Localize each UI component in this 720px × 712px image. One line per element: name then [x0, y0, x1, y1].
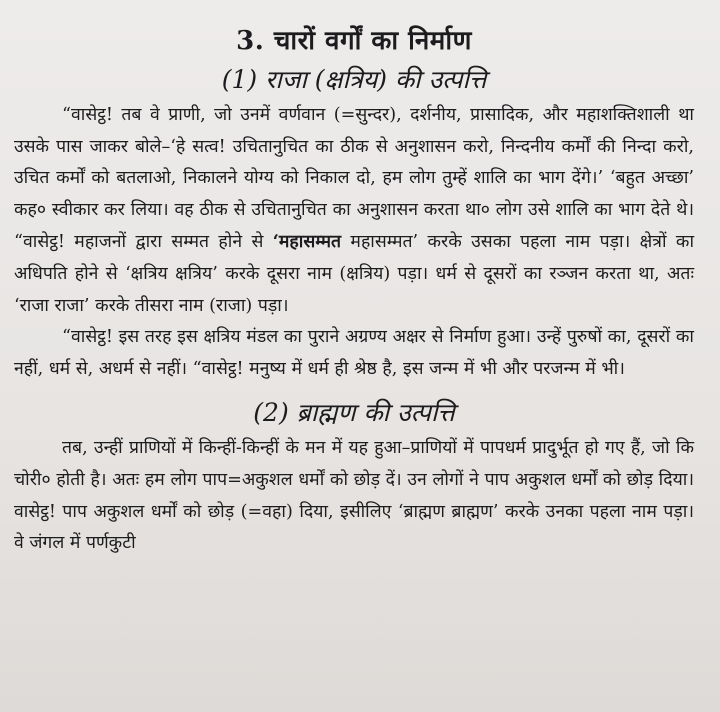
section-2-title: (2) ब्राह्मण की उत्पत्ति: [253, 398, 455, 428]
paragraph-text: “वासेट्ठ! तब वे प्राणी, जो उनमें वर्णवान (=सुन्दर), दर्शनीय, प्रासादिक, और महाशक्तिशाली था उसके पास जाकर बोले–‘हे सत्व! उचितानुचित का ठीक से अनुशासन करो, निन्दनीय कर्मों की निन्दा करो, उचित कर्मों को बतलाओ, निकालने योग्य को निकाल दो, हम लोग तुम्हें शालि का भाग देंगे।’ ‘बहुत अच्छा’ कह० स्वीकार कर लिया। वह ठीक से उचितानुचित का अनुशासन करता था० लोग उसे शालि का भाग देते थे। “वासेट्ठ! महाजनों द्वारा सम्मत होने से: [14, 105, 694, 253]
section-1-paragraph-1: [14, 100, 694, 322]
section-2-paragraph-1: तब, उन्हीं प्राणियों में किन्हीं-किन्हीं के मन में यह हुआ–प्राणियों में पापधर्म प्रादुर्भूत हो गए हैं, जो कि चोरी० होती है। अतः हम लोग पाप=अकुशल धर्मों को छोड़ दें। उन लोगों ने पाप अकुशल धर्मों को छोड़ दिया। वासेट्ठ! पाप अकुशल धर्मों को छोड़ (=वहा) दिया, इसीलिए ‘ब्राह्मण ब्राह्मण’ करके उनका पहला नाम पड़ा। वे जंगल में पर्णकुटी: [14, 438, 694, 554]
paragraph-text: महासम्मत’ करके उसका पहला नाम पड़ा। क्षेत्रों का अधिपति होने से ‘क्षत्रिय क्षत्रिय’ करके दूसरा नाम (क्षत्रिय) पड़ा। धर्म से दूसरों का रञ्जन करता था, अतः ‘राजा राजा’ करके तीसरा नाम (राजा) पड़ा।: [14, 232, 694, 316]
chapter-heading: 3. चारों वर्गों का निर्माण: [236, 26, 472, 56]
section-1-title: (1) राजा (क्षत्रिय) की उत्पत्ति: [221, 65, 487, 94]
bold-term: ‘महासम्मत: [272, 231, 342, 253]
section-1-paragraph-2: “वासेट्ठ! इस तरह इस क्षत्रिय मंडल का पुराने अग्रण्य अक्षर से निर्माण हुआ। उन्हें पुरुषों का, दूसरों का नहीं, धर्म से, अधर्म से नहीं। “वासेट्ठ! मनुष्य में धर्म ही श्रेष्ठ है, इस जन्म में भी और परजन्म में भी।: [14, 327, 694, 379]
